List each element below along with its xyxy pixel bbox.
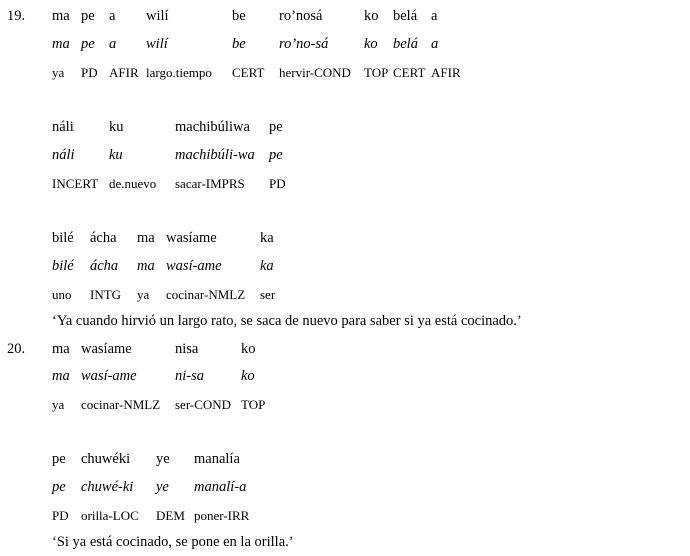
- word: náli: [52, 119, 74, 135]
- gloss: DEM: [156, 508, 185, 523]
- word: wasíame: [166, 230, 217, 246]
- morpheme: wilí: [146, 36, 168, 52]
- gloss: largo.tiempo: [146, 65, 212, 80]
- word: manalía: [194, 451, 240, 467]
- gloss: orilla-LOC: [81, 508, 139, 523]
- morpheme: bilé: [52, 258, 74, 274]
- free-translation: ‘Si ya está cocinado, se pone en la orilla.’: [52, 534, 294, 550]
- word: ro’nosá: [279, 8, 323, 24]
- gloss: AFIR: [431, 65, 461, 80]
- morpheme: a: [431, 36, 439, 52]
- morpheme: ma: [137, 258, 155, 274]
- gloss: PD: [81, 65, 98, 80]
- gloss: ya: [137, 287, 150, 302]
- morpheme: ko: [241, 368, 255, 384]
- morpheme: ro’no-sá: [279, 36, 329, 52]
- morpheme: wasí-ame: [81, 368, 137, 384]
- morpheme: pe: [81, 36, 95, 52]
- word: ácha: [90, 230, 117, 246]
- word: belá: [393, 8, 418, 24]
- word: ma: [52, 341, 70, 357]
- morpheme: ku: [109, 147, 123, 163]
- gloss: hervir-COND: [279, 65, 351, 80]
- word: nisa: [175, 341, 199, 357]
- gloss: CERT: [232, 65, 265, 80]
- morpheme: belá: [393, 36, 418, 52]
- morpheme: náli: [52, 147, 75, 163]
- word: bilé: [52, 230, 74, 246]
- word: pe: [269, 119, 283, 135]
- morpheme: ma: [52, 36, 70, 52]
- gloss: PD: [269, 176, 286, 191]
- morpheme: ka: [260, 258, 274, 274]
- gloss: PD: [52, 508, 69, 523]
- gloss: INCERT: [52, 176, 99, 191]
- morpheme: a: [109, 36, 117, 52]
- word: ku: [109, 119, 124, 135]
- morpheme: ye: [156, 479, 169, 495]
- gloss: ya: [52, 397, 65, 412]
- word: pe: [81, 8, 95, 24]
- free-translation: ‘Ya cuando hirvió un largo rato, se saca de nuevo para saber si ya está cocinado.’: [52, 313, 522, 329]
- morpheme: ácha: [90, 258, 119, 274]
- morpheme: chuwé-ki: [81, 479, 134, 495]
- word: a: [109, 8, 116, 24]
- example-number: 20.: [7, 341, 26, 357]
- gloss: INTG: [90, 287, 122, 302]
- gloss: CERT: [393, 65, 426, 80]
- gloss: poner-IRR: [194, 508, 250, 523]
- morpheme: ni-sa: [175, 368, 204, 384]
- morpheme: pe: [52, 479, 66, 495]
- gloss: uno: [52, 287, 72, 302]
- word: ka: [260, 230, 274, 246]
- word: ma: [137, 230, 155, 246]
- gloss: cocinar-NMLZ: [81, 397, 161, 412]
- word: ye: [156, 451, 170, 467]
- word: chuwéki: [81, 451, 131, 467]
- word: machibúliwa: [175, 119, 250, 135]
- word: ma: [52, 8, 70, 24]
- gloss: ser-COND: [175, 397, 232, 412]
- gloss: TOP: [364, 65, 389, 80]
- example-number: 19.: [7, 8, 26, 24]
- gloss: de.nuevo: [109, 176, 157, 191]
- gloss: cocinar-NMLZ: [166, 287, 246, 302]
- morpheme: wasí-ame: [166, 258, 222, 274]
- word: a: [431, 8, 438, 24]
- gloss: AFIR: [109, 65, 139, 80]
- word: be: [232, 8, 246, 24]
- morpheme: ko: [364, 36, 378, 52]
- gloss: sacar-IMPRS: [175, 176, 245, 191]
- word: pe: [52, 451, 66, 467]
- gloss: TOP: [241, 397, 266, 412]
- morpheme: pe: [269, 147, 283, 163]
- morpheme: ma: [52, 368, 70, 384]
- morpheme: machibúli-wa: [175, 147, 255, 163]
- word: ko: [241, 341, 256, 357]
- gloss: ser: [260, 287, 276, 302]
- word: wasíame: [81, 341, 132, 357]
- word: wilí: [146, 8, 169, 24]
- gloss: ya: [52, 65, 65, 80]
- word: ko: [364, 8, 379, 24]
- morpheme: manalí-a: [194, 479, 247, 495]
- morpheme: be: [232, 36, 246, 52]
